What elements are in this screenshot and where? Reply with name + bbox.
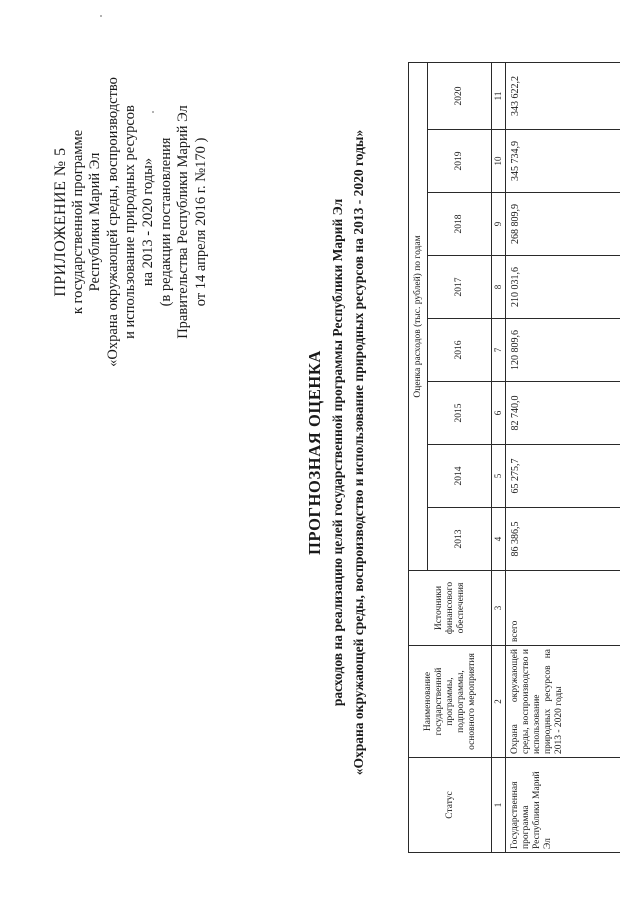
header-year: 2020 [428,62,492,129]
scan-speck [100,15,102,17]
appendix-line: от 14 апреля 2016 г. №170 ) [192,137,209,307]
appendix-line: на 2013 - 2020 годы» [139,157,156,287]
column-number: 3 [492,571,506,646]
row-value-2018: 268 809,9 [506,193,621,256]
column-number: 2 [492,646,506,758]
column-number-row [492,62,506,852]
header-estimate: Оценка расходов (тыс. рублей) по годам [409,62,428,570]
header-name: Наименование государственной программы, подпрограммы, основного мероприятия [409,646,492,758]
header-year: 2014 [428,445,492,508]
column-number: 7 [492,319,506,382]
row-value-2017: 210 031,6 [506,256,621,319]
header-year: 2013 [428,508,492,571]
appendix-number: ПРИЛОЖЕНИЕ № 5 [52,147,69,297]
row-value-2013: 86 386,5 [506,508,621,571]
row-value-2015: 82 740,0 [506,382,621,445]
header-source: Источники финансового обеспечения [409,571,492,646]
header-status: Статус [409,758,492,853]
appendix-line: к государственной программе [69,129,86,315]
appendix-line: (в редакции постановления [157,137,174,307]
budget-estimate-table [408,62,620,853]
column-number: 11 [492,62,506,129]
header-year: 2019 [428,130,492,193]
row-program-name: Охрана окружающей среды, воспроизводство и использование природных ресурсов на 2013 - 2020 годы [506,646,621,758]
header-year: 2018 [428,193,492,256]
document-title: ПРОГНОЗНАЯ ОЦЕНКА [305,350,324,555]
header-year: 2016 [428,319,492,382]
appendix-line: Республики Марий Эл [87,152,104,292]
header-year: 2015 [428,382,492,445]
column-number: 9 [492,193,506,256]
header-year: 2017 [428,256,492,319]
column-number: 1 [492,758,506,853]
row-status: Государственная программа Республики Марий Эл [506,758,621,853]
row-value-2019: 345 734,9 [506,130,621,193]
appendix-line: «Охрана окружающей среды, воспроизводство [104,77,121,367]
column-number: 8 [492,256,506,319]
appendix-line: Правительства Республики Марий Эл [175,105,192,339]
table-row [506,62,621,852]
document-subtitle: «Охрана окружающей среды, воспроизводство и использование природных ресурсов на 2013 - 2020 годы» [351,129,366,776]
column-number: 5 [492,445,506,508]
appendix-header [52,57,210,387]
row-value-2016: 120 809,6 [506,319,621,382]
row-value-2020: 343 622,2 [506,62,621,129]
column-number: 4 [492,508,506,571]
appendix-line: и использование природных ресурсов [122,105,139,339]
column-number: 10 [492,130,506,193]
document-subtitle: расходов на реализацию целей государственной программы Республики Марий Эл [330,198,345,707]
row-value-2014: 65 275,7 [506,445,621,508]
column-number: 6 [492,382,506,445]
row-funding-source: всего [506,571,621,646]
